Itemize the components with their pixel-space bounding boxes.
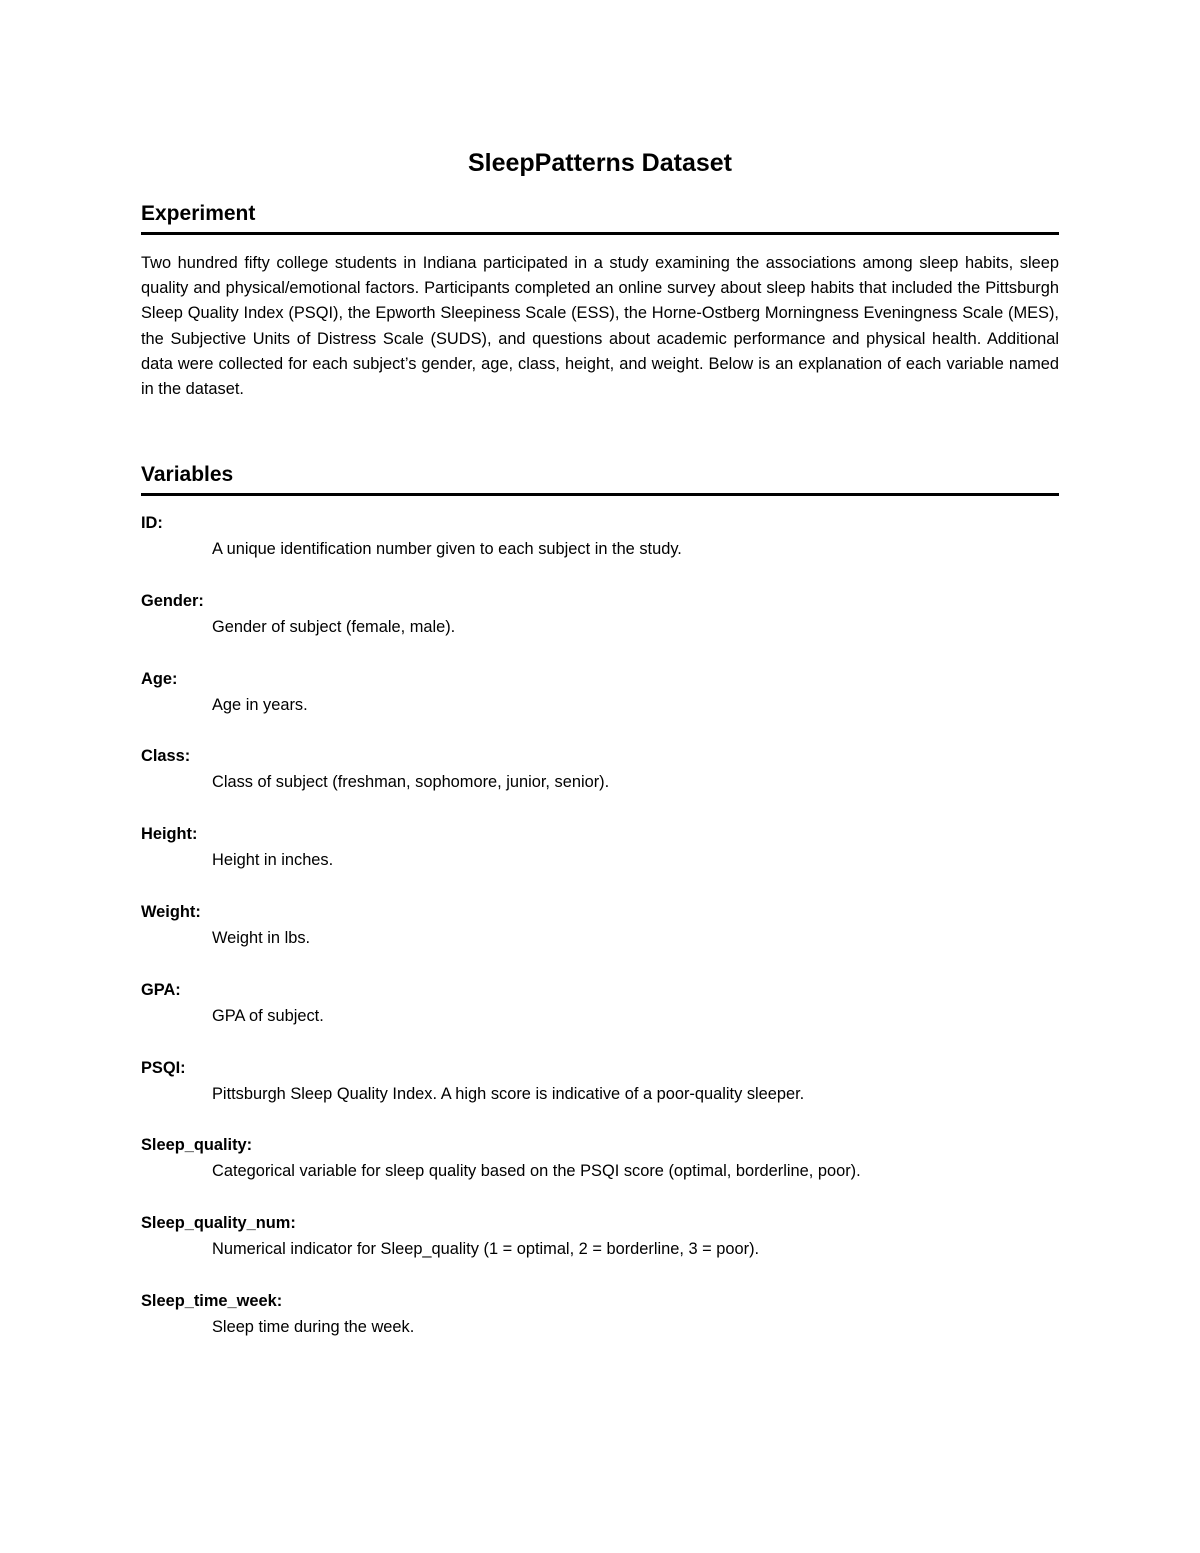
variable-item-sleep-quality-num bbox=[141, 1210, 1059, 1262]
variable-description: A unique identification number given to each subject in the study. bbox=[212, 540, 682, 558]
variable-item-id bbox=[141, 510, 1059, 562]
variable-item-gender bbox=[141, 588, 1059, 640]
variable-item-age bbox=[141, 666, 1059, 718]
variable-name: GPA: bbox=[141, 980, 181, 999]
variable-name: Sleep_quality: bbox=[141, 1136, 253, 1155]
variable-description: Pittsburgh Sleep Quality Index. A high score is indicative of a poor-quality sleeper. bbox=[212, 1084, 805, 1103]
variable-name: Gender: bbox=[141, 591, 204, 610]
variable-name: Age: bbox=[141, 669, 178, 688]
experiment-heading: Experiment bbox=[141, 199, 1059, 235]
variable-item-sleep-quality bbox=[141, 1132, 1059, 1184]
variable-item-gpa bbox=[141, 977, 1059, 1029]
experiment-description: Two hundred fifty college students in Indiana participated in a study examining the associations among sleep habits, sleep quality and physical/emotional factors. Participants completed an online survey about sleep habits that included the Pittsburgh Sleep Quality Index (PSQI), the Epworth Sleepiness Scale (ESS), the Horne-Ostberg Morningness Eveningness Scale (MES), the Subjective Units of Distress Scale (SUDS), and questions about academic performance and physical health. Additional data were collected for each subject’s gender, age, class, height, and weight. Below is an explanation of each variable named in the dataset. bbox=[141, 254, 1059, 399]
document-title: SleepPatterns Dataset bbox=[467, 149, 732, 177]
variable-name: ID: bbox=[141, 514, 163, 532]
variable-description: Categorical variable for sleep quality based on the PSQI score (optimal, borderline, poor). bbox=[212, 1162, 861, 1181]
variable-item-sleep-time-week bbox=[141, 1288, 1059, 1340]
variable-description: Weight in lbs. bbox=[212, 928, 311, 947]
experiment-section bbox=[141, 199, 1059, 402]
variable-description: Sleep time during the week. bbox=[212, 1317, 415, 1336]
variable-name: Weight: bbox=[141, 902, 201, 921]
variable-description: Gender of subject (female, male). bbox=[212, 617, 456, 636]
variable-item-weight bbox=[141, 899, 1059, 951]
variable-description: Age in years. bbox=[212, 695, 308, 714]
variable-item-height bbox=[141, 821, 1059, 873]
variable-item-psqi bbox=[141, 1055, 1059, 1107]
variable-description: GPA of subject. bbox=[212, 1006, 324, 1025]
variable-name: Sleep_quality_num: bbox=[141, 1214, 296, 1233]
variable-description: Height in inches. bbox=[212, 851, 334, 870]
variable-list bbox=[141, 510, 1059, 1340]
variable-description: Class of subject (freshman, sophomore, junior, senior). bbox=[212, 773, 610, 792]
variables-heading: Variables bbox=[141, 460, 1059, 496]
variables-section bbox=[141, 460, 1059, 1366]
variable-name: Class: bbox=[141, 747, 191, 766]
variable-item-class bbox=[141, 743, 1059, 795]
variable-name: Height: bbox=[141, 825, 198, 844]
variable-name: Sleep_time_week: bbox=[141, 1291, 283, 1310]
variable-description: Numerical indicator for Sleep_quality (1 = optimal, 2 = borderline, 3 = poor). bbox=[212, 1240, 760, 1259]
variable-name: PSQI: bbox=[141, 1058, 186, 1077]
